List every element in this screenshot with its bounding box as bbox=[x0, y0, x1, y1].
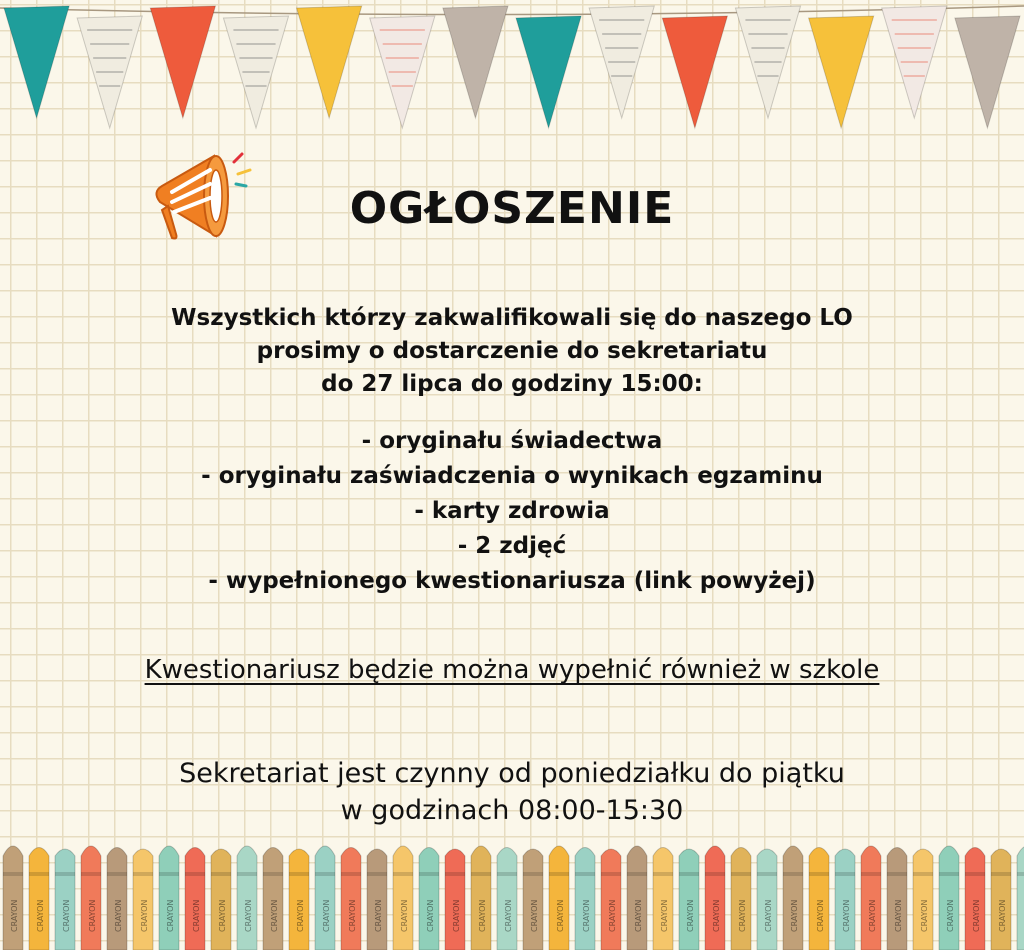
crayon bbox=[627, 846, 647, 950]
svg-text:CRAYON: CRAYON bbox=[712, 899, 721, 932]
bunting-flag bbox=[77, 16, 142, 128]
svg-text:CRAYON: CRAYON bbox=[452, 899, 461, 932]
document-item: - 2 zdjęć bbox=[457, 533, 567, 559]
crayon bbox=[1017, 846, 1024, 950]
svg-text:CRAYON: CRAYON bbox=[504, 899, 513, 932]
bunting-flag bbox=[223, 16, 288, 128]
crayon bbox=[471, 846, 491, 950]
svg-text:CRAYON: CRAYON bbox=[972, 899, 981, 932]
crayon bbox=[211, 849, 231, 950]
bunting-flag bbox=[150, 6, 215, 118]
svg-text:CRAYON: CRAYON bbox=[244, 899, 253, 932]
svg-text:CRAYON: CRAYON bbox=[764, 899, 773, 932]
svg-text:CRAYON: CRAYON bbox=[426, 899, 435, 932]
crayon bbox=[81, 846, 101, 950]
svg-text:CRAYON: CRAYON bbox=[686, 899, 695, 932]
bunting-flag bbox=[370, 16, 435, 128]
svg-text:CRAYON: CRAYON bbox=[114, 899, 123, 932]
crayon bbox=[601, 849, 621, 950]
crayon bbox=[757, 849, 777, 950]
crayon bbox=[29, 848, 49, 950]
intro-line: prosimy o dostarczenie do sekretariatu bbox=[256, 338, 768, 364]
crayon bbox=[237, 846, 257, 950]
crayon bbox=[939, 846, 959, 950]
svg-text:CRAYON: CRAYON bbox=[920, 899, 929, 932]
crayon bbox=[263, 848, 283, 950]
crayon bbox=[861, 846, 881, 950]
crayon bbox=[549, 846, 569, 950]
bunting-flag bbox=[955, 16, 1020, 128]
crayon bbox=[185, 848, 205, 950]
svg-text:CRAYON: CRAYON bbox=[842, 899, 851, 932]
svg-text:CRAYON: CRAYON bbox=[608, 899, 617, 932]
crayon bbox=[367, 849, 387, 950]
svg-text:CRAYON: CRAYON bbox=[218, 899, 227, 932]
svg-text:CRAYON: CRAYON bbox=[166, 899, 175, 932]
svg-text:CRAYON: CRAYON bbox=[62, 899, 71, 932]
crayon-border bbox=[0, 832, 1024, 950]
questionnaire-note bbox=[0, 655, 1024, 685]
bunting-flag bbox=[297, 6, 362, 118]
svg-text:CRAYON: CRAYON bbox=[140, 899, 149, 932]
crayon bbox=[289, 849, 309, 950]
svg-text:CRAYON: CRAYON bbox=[88, 899, 97, 932]
svg-text:CRAYON: CRAYON bbox=[816, 899, 825, 932]
svg-text:CRAYON: CRAYON bbox=[322, 899, 331, 932]
intro-line: do 27 lipca do godziny 15:00: bbox=[321, 371, 703, 397]
office-hours bbox=[0, 755, 1024, 829]
crayon bbox=[55, 849, 75, 950]
document-item: - wypełnionego kwestionariusza (link powyżej) bbox=[208, 568, 816, 594]
svg-text:CRAYON: CRAYON bbox=[10, 899, 19, 932]
crayon bbox=[887, 848, 907, 950]
svg-text:CRAYON: CRAYON bbox=[998, 899, 1007, 932]
crayon bbox=[523, 849, 543, 950]
svg-text:CRAYON: CRAYON bbox=[400, 899, 409, 932]
svg-text:CRAYON: CRAYON bbox=[660, 899, 669, 932]
crayon bbox=[341, 848, 361, 950]
questionnaire-note-text: Kwestionariusz będzie można wypełnić również w szkole bbox=[144, 655, 880, 685]
crayon bbox=[965, 848, 985, 950]
intro-text bbox=[0, 302, 1024, 401]
crayon bbox=[783, 846, 803, 950]
document-item: - karty zdrowia bbox=[414, 498, 610, 524]
crayon bbox=[3, 846, 23, 950]
svg-text:CRAYON: CRAYON bbox=[946, 899, 955, 932]
svg-text:CRAYON: CRAYON bbox=[36, 899, 45, 932]
svg-text:CRAYON: CRAYON bbox=[270, 899, 279, 932]
bunting-flag bbox=[443, 6, 508, 118]
svg-text:CRAYON: CRAYON bbox=[530, 899, 539, 932]
svg-text:CRAYON: CRAYON bbox=[374, 899, 383, 932]
office-hours-line: w godzinach 08:00-15:30 bbox=[340, 795, 684, 826]
bunting-flag bbox=[735, 6, 800, 118]
svg-text:CRAYON: CRAYON bbox=[738, 899, 747, 932]
documents-list bbox=[0, 424, 1024, 599]
crayon bbox=[731, 848, 751, 950]
document-item: - oryginału świadectwa bbox=[361, 428, 663, 454]
crayon bbox=[315, 846, 335, 950]
crayon bbox=[393, 846, 413, 950]
bunting-flag bbox=[882, 6, 947, 118]
crayon bbox=[679, 849, 699, 950]
svg-text:CRAYON: CRAYON bbox=[348, 899, 357, 932]
crayon bbox=[835, 849, 855, 950]
bunting-flag bbox=[809, 16, 874, 128]
bunting-garland bbox=[0, 0, 1024, 140]
svg-text:CRAYON: CRAYON bbox=[790, 899, 799, 932]
crayon bbox=[107, 848, 127, 950]
svg-text:CRAYON: CRAYON bbox=[582, 899, 591, 932]
crayon bbox=[159, 846, 179, 950]
crayon bbox=[497, 848, 517, 950]
svg-text:CRAYON: CRAYON bbox=[894, 899, 903, 932]
crayon bbox=[705, 846, 725, 950]
announcement-title: OGŁOSZENIE bbox=[349, 183, 675, 234]
bunting-flag bbox=[589, 6, 654, 118]
crayon bbox=[653, 848, 673, 950]
crayon bbox=[133, 849, 153, 950]
svg-text:CRAYON: CRAYON bbox=[478, 899, 487, 932]
bunting-flag bbox=[662, 16, 727, 128]
bunting-flag bbox=[516, 16, 581, 128]
crayon bbox=[575, 848, 595, 950]
document-item: - oryginału zaświadczenia o wynikach egzaminu bbox=[201, 463, 823, 489]
bunting-flag bbox=[4, 6, 69, 118]
intro-line: Wszystkich którzy zakwalifikowali się do naszego LO bbox=[171, 305, 853, 331]
office-hours-line: Sekretariat jest czynny od poniedziałku do piątku bbox=[179, 758, 845, 789]
svg-text:CRAYON: CRAYON bbox=[634, 899, 643, 932]
crayon bbox=[809, 848, 829, 950]
svg-text:CRAYON: CRAYON bbox=[868, 899, 877, 932]
svg-text:CRAYON: CRAYON bbox=[296, 899, 305, 932]
svg-text:CRAYON: CRAYON bbox=[556, 899, 565, 932]
crayon bbox=[445, 849, 465, 950]
svg-text:CRAYON: CRAYON bbox=[192, 899, 201, 932]
crayon bbox=[991, 849, 1011, 950]
crayon bbox=[419, 848, 439, 950]
crayon bbox=[913, 849, 933, 950]
